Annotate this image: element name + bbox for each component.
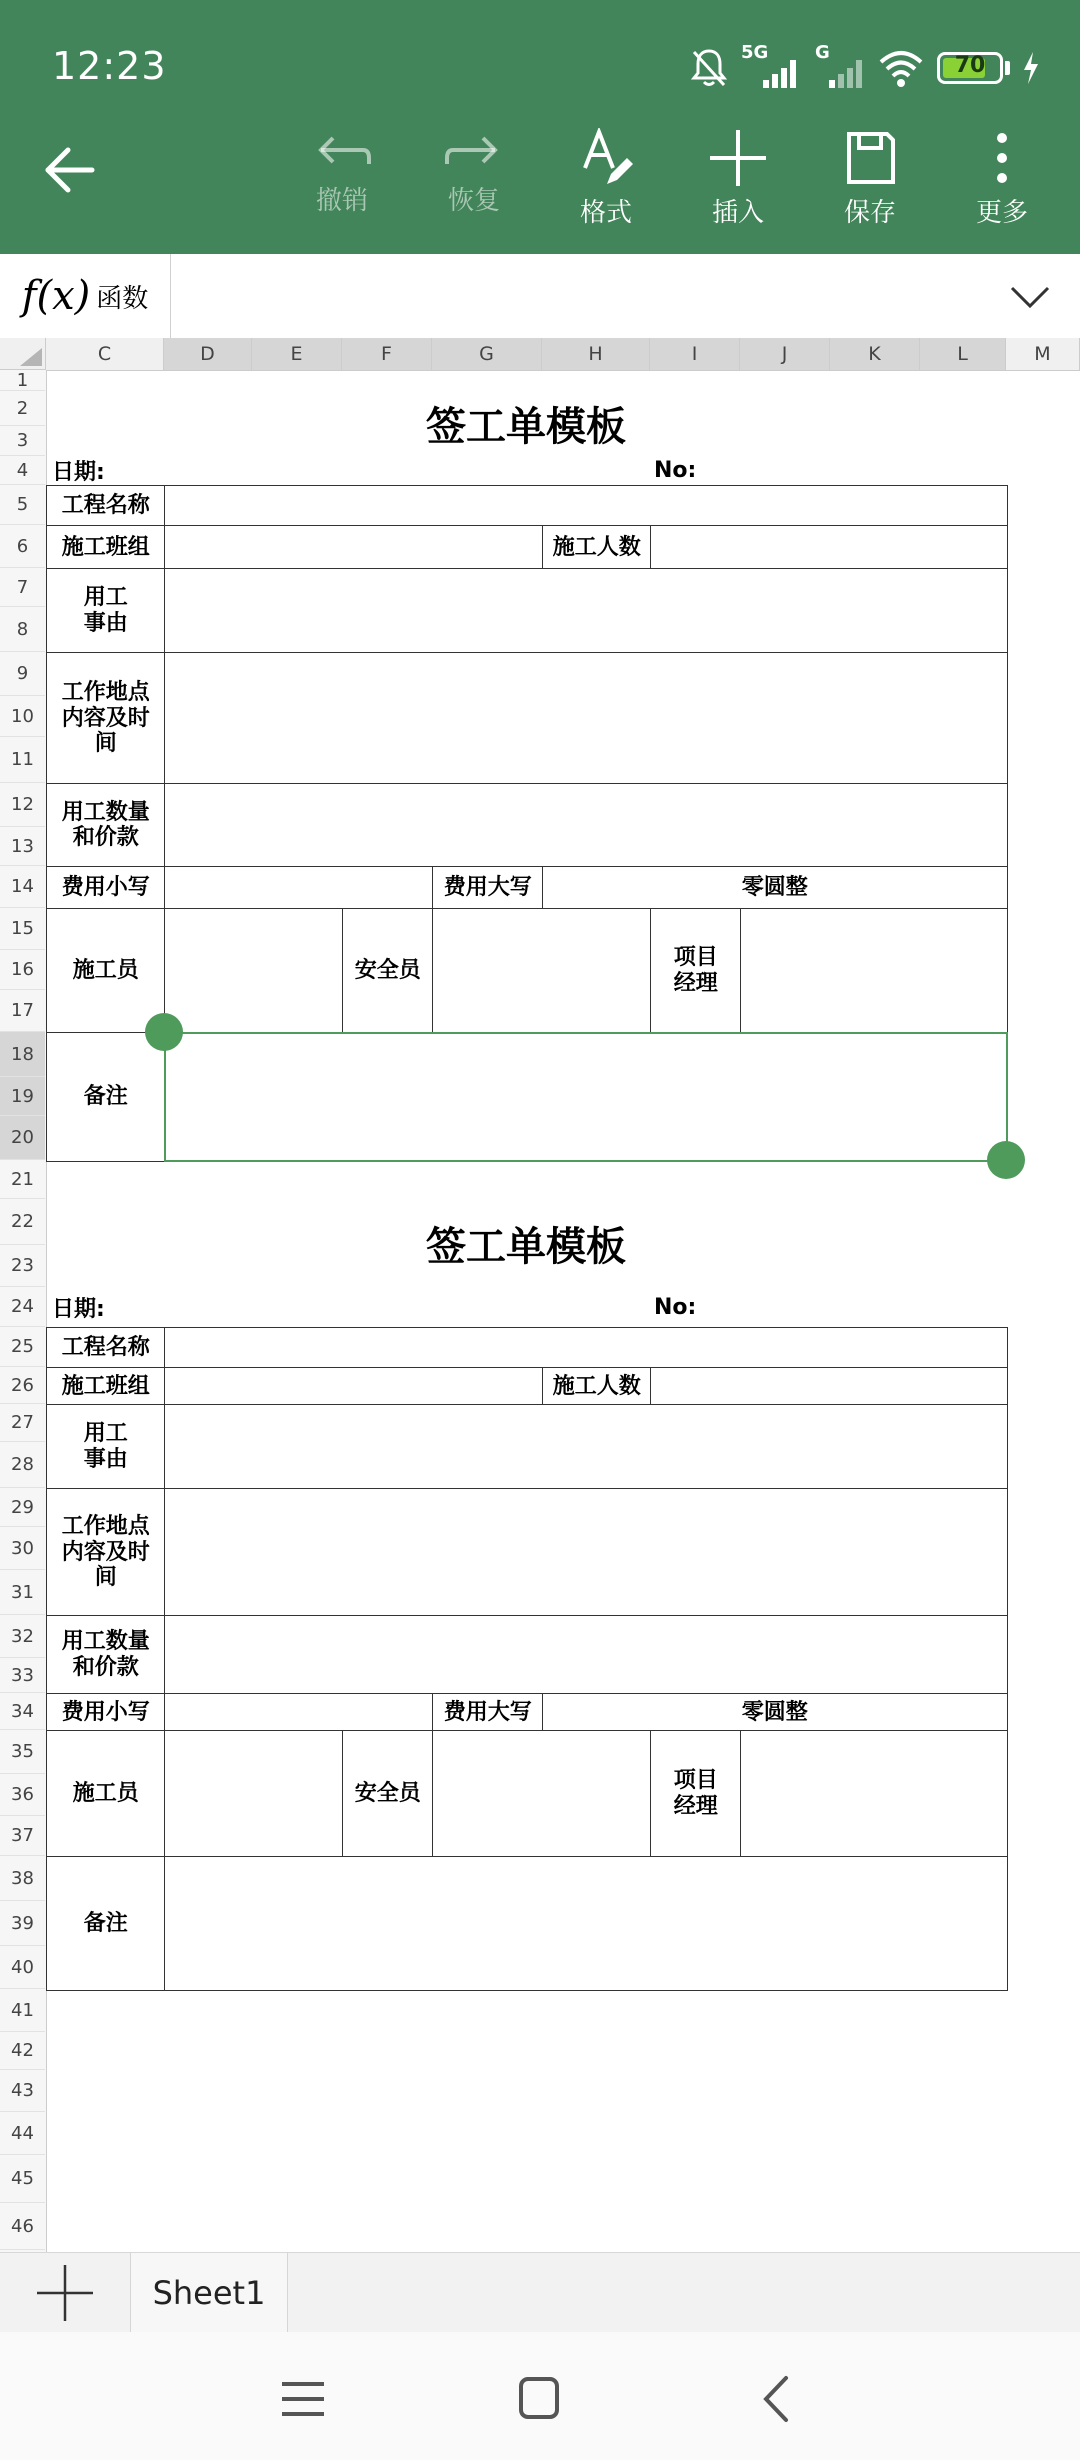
form1-worker-count-label[interactable]: 施工人数 — [542, 525, 652, 570]
row-headers — [0, 370, 47, 2252]
row-header-27[interactable]: 27 — [0, 1404, 45, 1442]
format-text-icon — [575, 128, 637, 188]
form2-project-name-value[interactable] — [164, 1327, 1008, 1369]
form1-safety-officer-value[interactable] — [432, 908, 652, 1034]
form2-remarks-label[interactable]: 备注 — [46, 1856, 166, 1991]
function-label: 函数 — [96, 283, 149, 314]
form2-cost-lower-label[interactable]: 费用小写 — [46, 1693, 166, 1732]
row-header-19[interactable]: 19 — [0, 1077, 45, 1116]
form2-worker-count-label[interactable]: 施工人数 — [542, 1367, 652, 1406]
form1-cost-lower-value[interactable] — [164, 866, 434, 910]
function-button[interactable] — [0, 254, 171, 338]
row-header-17[interactable]: 17 — [0, 990, 45, 1032]
row-header-25[interactable]: 25 — [0, 1327, 45, 1367]
home-icon[interactable] — [504, 2364, 574, 2434]
row-header-26[interactable]: 26 — [0, 1367, 45, 1404]
form1-constructor-value[interactable] — [164, 908, 344, 1034]
plus-icon — [37, 2265, 93, 2321]
form2-location-value[interactable] — [164, 1488, 1008, 1617]
row-header-46[interactable]: 46 — [0, 2203, 45, 2250]
row-header-20[interactable]: 20 — [0, 1116, 45, 1160]
row-header-29[interactable]: 29 — [0, 1488, 45, 1527]
battery-level: 70 — [954, 53, 986, 78]
form2-remarks-value[interactable] — [164, 1856, 1008, 1991]
undo-button[interactable] — [282, 128, 402, 238]
form1-no-label: No: — [654, 458, 697, 483]
row-header-28[interactable]: 28 — [0, 1442, 45, 1488]
row-header-42[interactable]: 42 — [0, 2032, 45, 2070]
column-header-i[interactable]: I — [650, 338, 740, 370]
form1-cost-upper-label[interactable]: 费用大写 — [432, 866, 544, 910]
signal-g-icon: G — [815, 46, 865, 90]
form1-quantity-value[interactable] — [164, 783, 1008, 868]
form1-reason-label[interactable]: 用工 事由 — [46, 568, 166, 654]
row-header-31[interactable]: 31 — [0, 1570, 45, 1615]
row-header-14[interactable]: 14 — [0, 866, 45, 908]
form2-project-manager-label[interactable]: 项目 经理 — [650, 1730, 742, 1858]
app-header — [0, 0, 1080, 254]
column-header-k[interactable]: K — [830, 338, 920, 370]
wifi-icon — [877, 48, 925, 88]
system-nav-bar — [0, 2332, 1080, 2460]
back-icon[interactable] — [742, 2364, 812, 2434]
row-header-37[interactable]: 37 — [0, 1816, 45, 1856]
form2-no-label: No: — [654, 1294, 697, 1320]
form1-project-manager-value[interactable] — [740, 908, 1008, 1034]
row-header-30[interactable]: 30 — [0, 1527, 45, 1570]
form2-zero-round-value[interactable]: 零圆整 — [542, 1693, 1008, 1732]
mute-bell-icon — [689, 47, 729, 89]
row-header-6[interactable]: 6 — [0, 525, 45, 568]
row-header-12[interactable]: 12 — [0, 783, 45, 827]
cell-area[interactable] — [46, 370, 1080, 2252]
back-arrow-icon[interactable] — [40, 140, 100, 200]
row-header-22[interactable]: 22 — [0, 1199, 45, 1245]
selection-range — [164, 1032, 1008, 1162]
insert-button[interactable] — [678, 128, 798, 238]
row-header-39[interactable]: 39 — [0, 1901, 45, 1946]
row-header-8[interactable]: 8 — [0, 607, 45, 652]
form1-quantity-label[interactable]: 用工数量 和价款 — [46, 783, 166, 868]
formula-bar — [0, 254, 1080, 339]
more-button[interactable] — [942, 128, 1062, 238]
form2-reason-label[interactable]: 用工 事由 — [46, 1404, 166, 1490]
format-label: 格式 — [579, 198, 632, 228]
form2-cost-upper-label[interactable]: 费用大写 — [432, 1693, 544, 1732]
undo-icon — [311, 128, 373, 176]
form2-worker-count-value[interactable] — [650, 1367, 1008, 1406]
form1-team-label[interactable]: 施工班组 — [46, 525, 166, 570]
form1-constructor-label[interactable]: 施工员 — [46, 908, 166, 1034]
menu-icon[interactable] — [268, 2364, 338, 2434]
form1-project-manager-label[interactable]: 项目 经理 — [650, 908, 742, 1034]
column-header-c[interactable]: C — [46, 338, 164, 370]
form1-project-name-label[interactable]: 工程名称 — [46, 485, 166, 527]
form1-date-label: 日期: — [52, 460, 105, 485]
more-vertical-icon — [971, 128, 1033, 188]
form2-date-label: 日期: — [52, 1296, 105, 1322]
row-header-11[interactable]: 11 — [0, 737, 45, 783]
add-sheet-button[interactable] — [0, 2253, 131, 2333]
row-header-41[interactable]: 41 — [0, 1989, 45, 2032]
row-header-3[interactable]: 3 — [0, 426, 45, 456]
row-header-1[interactable]: 1 — [0, 370, 45, 391]
form1-reason-value[interactable] — [164, 568, 1008, 654]
row-header-43[interactable]: 43 — [0, 2070, 45, 2112]
save-label: 保存 — [843, 198, 896, 228]
row-header-13[interactable]: 13 — [0, 827, 45, 866]
form1-worker-count-value[interactable] — [650, 525, 1008, 570]
row-header-2[interactable]: 2 — [0, 391, 45, 426]
save-button[interactable] — [810, 128, 930, 238]
form1-project-name-value[interactable] — [164, 485, 1008, 527]
status-time: 12:23 — [52, 44, 167, 88]
column-headers — [46, 338, 1080, 371]
row-header-5[interactable]: 5 — [0, 485, 45, 525]
row-header-32[interactable]: 32 — [0, 1615, 45, 1658]
column-header-e[interactable]: E — [252, 338, 342, 370]
redo-button[interactable] — [414, 128, 534, 238]
form1-title: 签工单模板 — [426, 404, 626, 450]
row-header-36[interactable]: 36 — [0, 1774, 45, 1816]
form2-quantity-label[interactable]: 用工数量 和价款 — [46, 1615, 166, 1695]
redo-icon — [443, 128, 505, 176]
form1-safety-officer-label[interactable]: 安全员 — [342, 908, 434, 1034]
row-header-33[interactable]: 33 — [0, 1658, 45, 1693]
form2-quantity-value[interactable] — [164, 1615, 1008, 1695]
form2-project-name-label[interactable]: 工程名称 — [46, 1327, 166, 1369]
form1-team-value[interactable] — [164, 525, 544, 570]
more-label: 更多 — [975, 198, 1028, 228]
selection-handle-start[interactable] — [145, 1013, 183, 1051]
chevron-down-icon[interactable] — [1008, 276, 1052, 316]
form2-project-manager-value[interactable] — [740, 1730, 1008, 1858]
form1-zero-round-value[interactable]: 零圆整 — [542, 866, 1008, 910]
sheet-tab-sheet1[interactable]: Sheet1 — [131, 2253, 288, 2333]
row-header-4[interactable]: 4 — [0, 456, 45, 485]
charging-icon — [1022, 52, 1040, 84]
fx-icon: f(x) — [21, 273, 91, 319]
row-header-23[interactable]: 23 — [0, 1245, 45, 1287]
row-header-7[interactable]: 7 — [0, 568, 45, 607]
row-header-10[interactable]: 10 — [0, 696, 45, 737]
column-header-h[interactable]: H — [542, 338, 650, 370]
undo-label: 撤销 — [315, 186, 368, 216]
row-header-35[interactable]: 35 — [0, 1730, 45, 1774]
form2-reason-value[interactable] — [164, 1404, 1008, 1490]
form1-location-value[interactable] — [164, 652, 1008, 785]
selection-handle-end[interactable] — [987, 1141, 1025, 1179]
form1-cost-lower-label[interactable]: 费用小写 — [46, 866, 166, 910]
sheet-tab-bar — [0, 2252, 1080, 2333]
row-header-40[interactable]: 40 — [0, 1946, 45, 1989]
form1-remarks-label[interactable]: 备注 — [46, 1032, 166, 1162]
column-header-g[interactable]: G — [432, 338, 542, 370]
row-header-21[interactable]: 21 — [0, 1160, 45, 1199]
column-header-m[interactable]: M — [1006, 338, 1080, 370]
form2-constructor-label[interactable]: 施工员 — [46, 1730, 166, 1858]
form2-safety-officer-label[interactable]: 安全员 — [342, 1730, 434, 1858]
form2-safety-officer-value[interactable] — [432, 1730, 652, 1858]
status-icons — [689, 44, 1040, 92]
row-header-45[interactable]: 45 — [0, 2155, 45, 2203]
form2-constructor-value[interactable] — [164, 1730, 344, 1858]
signal-5g-icon: 5G — [741, 46, 803, 90]
form2-team-value[interactable] — [164, 1367, 544, 1406]
select-all-corner[interactable] — [0, 338, 46, 370]
column-header-f[interactable]: F — [342, 338, 432, 370]
battery-icon — [937, 52, 1003, 84]
row-header-9[interactable]: 9 — [0, 652, 45, 696]
row-header-18[interactable]: 18 — [0, 1032, 45, 1077]
column-header-d[interactable]: D — [164, 338, 252, 370]
row-header-15[interactable]: 15 — [0, 908, 45, 950]
plus-icon — [707, 128, 769, 188]
insert-label: 插入 — [711, 198, 764, 228]
spreadsheet-grid[interactable] — [0, 338, 1080, 2252]
form2-title: 签工单模板 — [426, 1223, 626, 1270]
row-header-24[interactable]: 24 — [0, 1287, 45, 1327]
row-header-38[interactable]: 38 — [0, 1856, 45, 1901]
row-header-34[interactable]: 34 — [0, 1693, 45, 1730]
form2-location-label[interactable]: 工作地点 内容及时 间 — [46, 1488, 166, 1617]
column-header-l[interactable]: L — [920, 338, 1006, 370]
row-header-16[interactable]: 16 — [0, 950, 45, 990]
redo-label: 恢复 — [447, 186, 500, 216]
column-header-j[interactable]: J — [740, 338, 830, 370]
form1-location-label[interactable]: 工作地点 内容及时 间 — [46, 652, 166, 785]
form2-team-label[interactable]: 施工班组 — [46, 1367, 166, 1406]
form2-cost-lower-value[interactable] — [164, 1693, 434, 1732]
row-header-44[interactable]: 44 — [0, 2112, 45, 2155]
format-button[interactable] — [546, 128, 666, 238]
formula-input[interactable] — [172, 254, 972, 338]
save-icon — [839, 128, 901, 188]
